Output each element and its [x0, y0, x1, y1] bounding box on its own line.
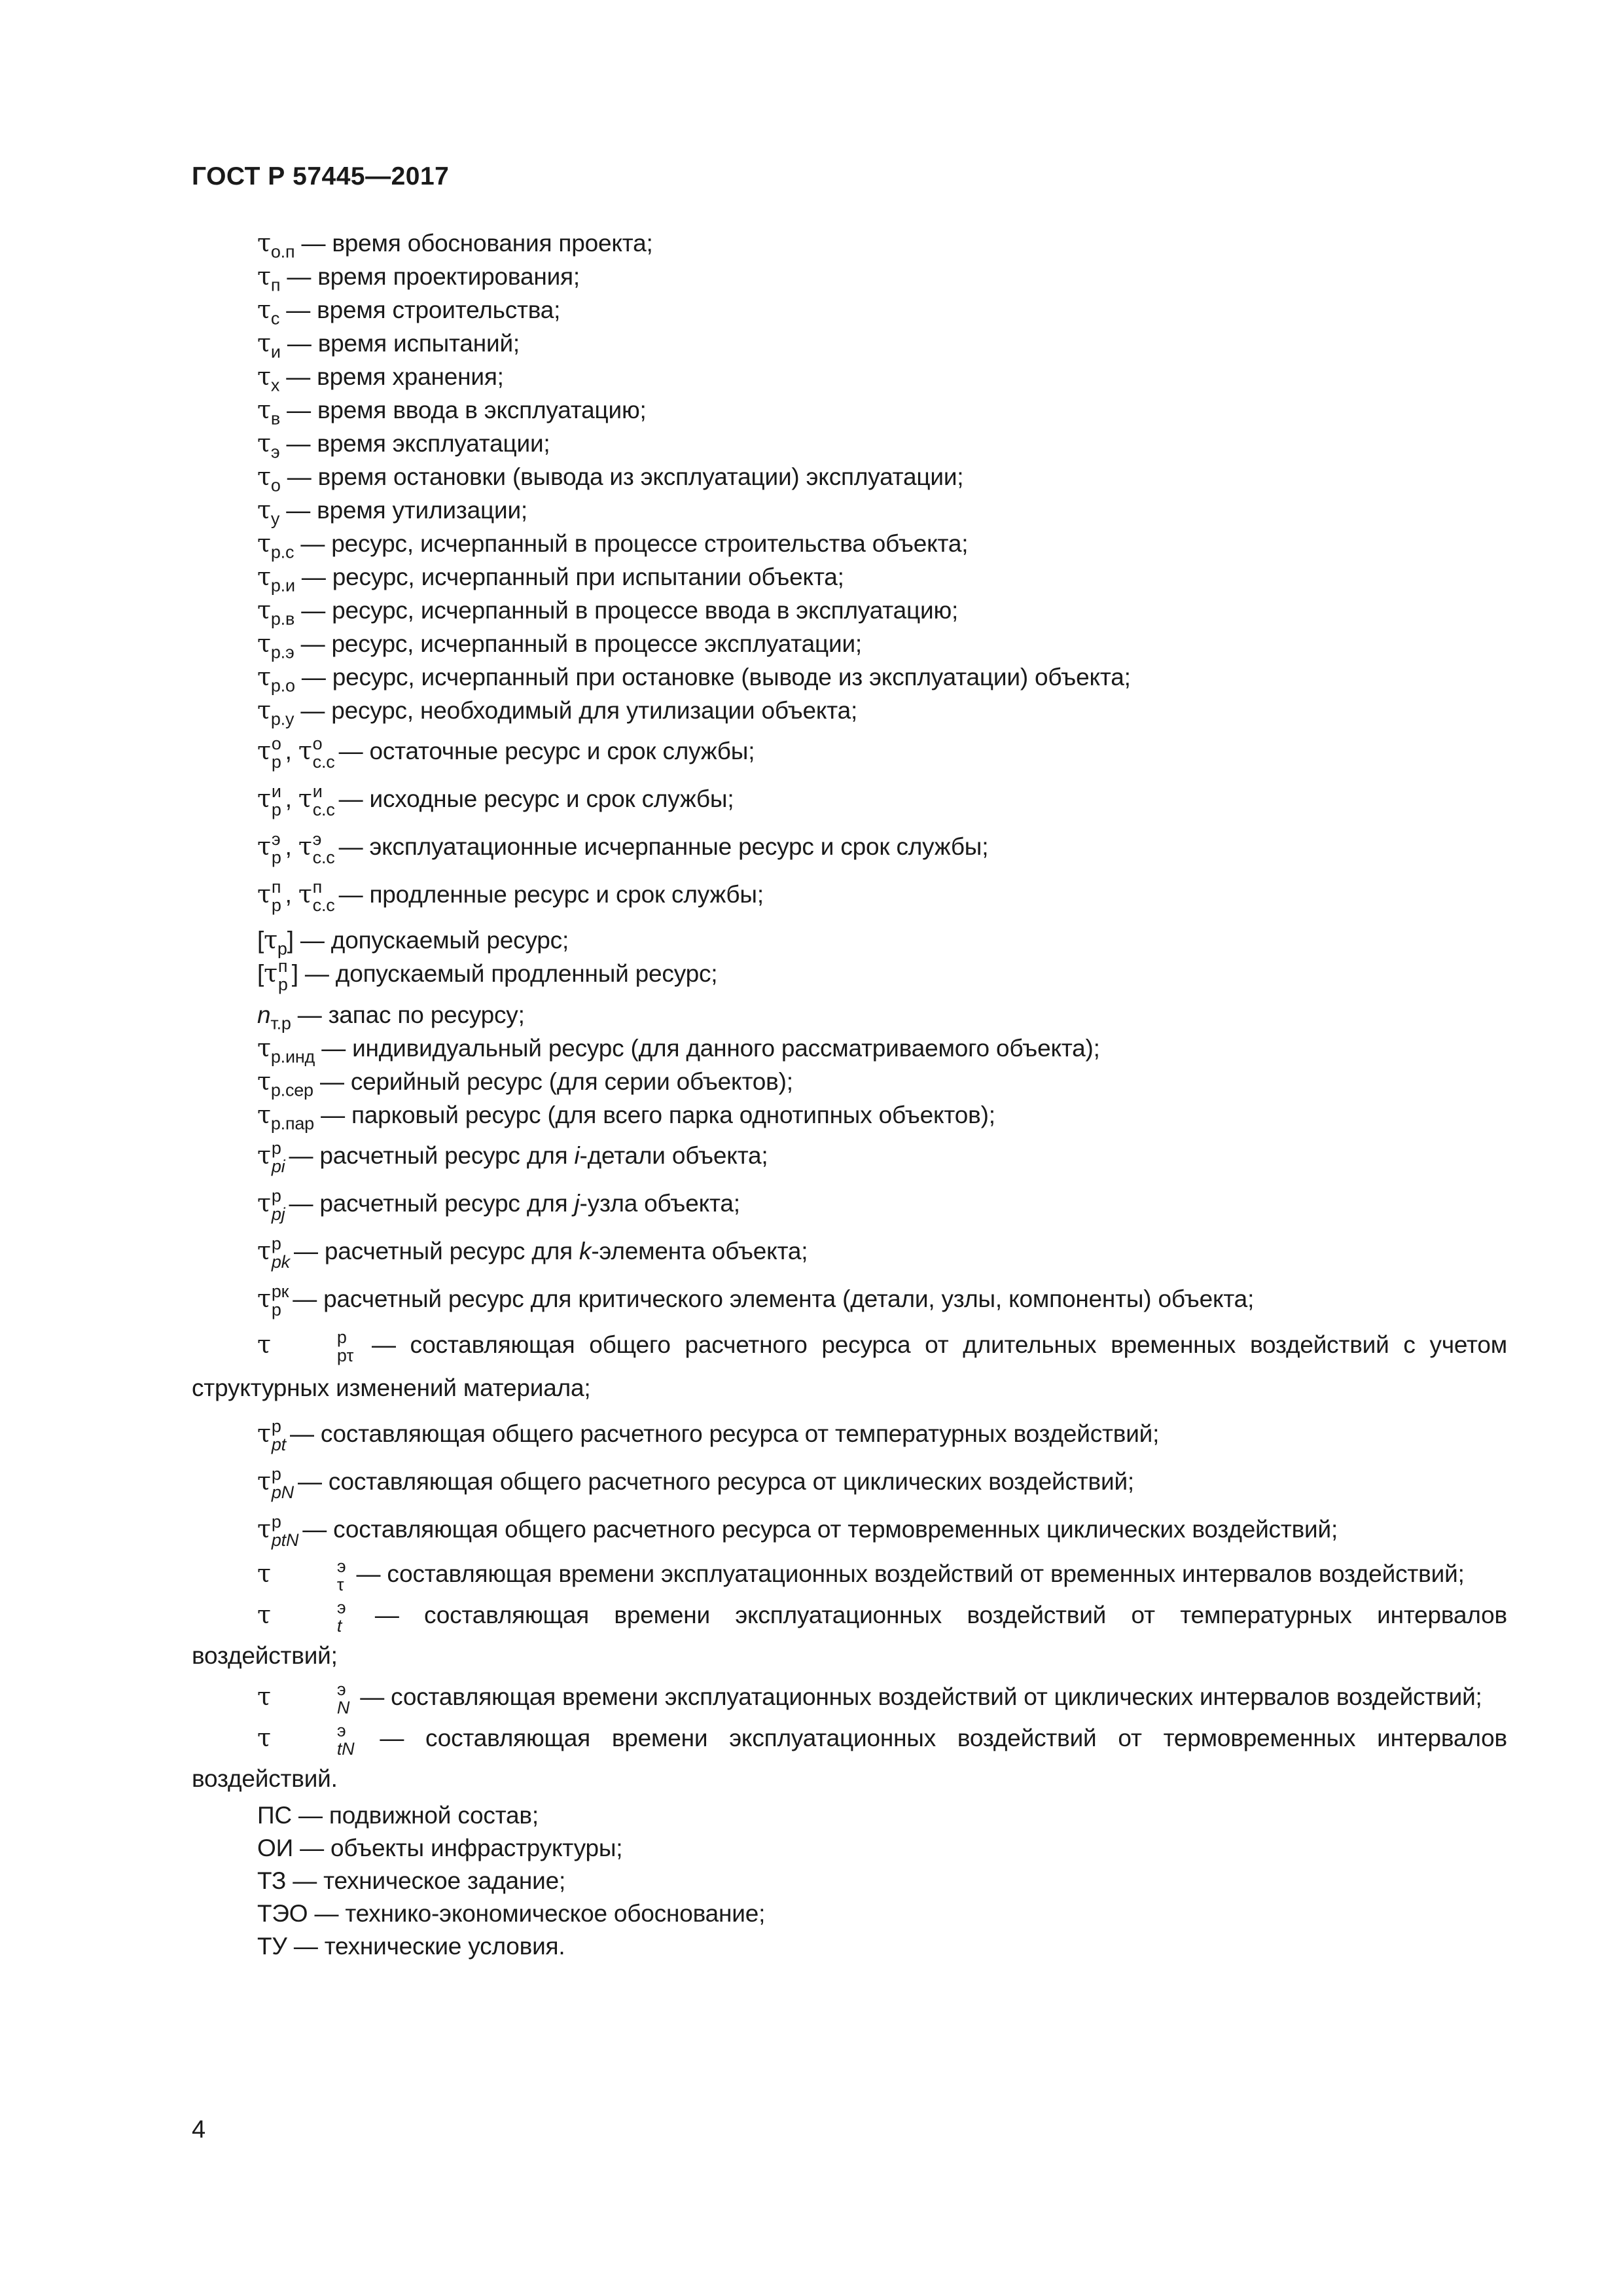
definition-text: — составляющая времени эксплуатационных воздействий от временных интервалов воздействий;: [356, 1560, 1465, 1588]
symbol-subscript: р.сер: [270, 1080, 313, 1100]
symbol-superscript: р: [271, 1416, 281, 1437]
tau-symbol: τ: [257, 562, 271, 591]
symbol-subscript: р.у: [270, 709, 294, 729]
symbol-superscript: п: [277, 956, 288, 977]
n-symbol: n: [257, 1001, 271, 1029]
list-item: $\tau_{р.пар}$ — парковый ресурс (для всего парка однотипных объектов);: [257, 1100, 995, 1134]
symbol-subscript: с.с: [312, 848, 335, 868]
definition-text: -элемента объекта;: [591, 1238, 808, 1265]
definition-text: — индивидуальный ресурс (для данного рассматриваемого объекта);: [321, 1035, 1100, 1062]
abbreviation: ПС: [257, 1802, 292, 1829]
symbol-subscript: р: [271, 800, 281, 820]
definition-text: — время ввода в эксплуатацию;: [287, 397, 647, 423]
list-item: $\tau_{р.инд}$ — индивидуальный ресурс (для данного рассматриваемого объекта);: [257, 1033, 1100, 1067]
list-item: [192, 1897, 1507, 1930]
tau-symbol: τ: [257, 395, 271, 424]
symbol-subscript: pτ: [336, 1346, 354, 1366]
list-item: τ р pτ — составляющая общего расчетного ресурса от длительных временных воздействий с учетом структурных изменений материала;: [192, 1327, 1507, 1402]
document-header: ГОСТ Р 57445—2017: [192, 162, 450, 190]
list-item: [192, 999, 1507, 1031]
page-number: 4: [192, 2116, 206, 2144]
symbol-superscript: п: [271, 877, 281, 897]
abbreviation: ТУ: [257, 1933, 287, 1960]
symbol-subscript: р: [271, 895, 281, 916]
definition-text: — составляющая общего расчетного ресурса от циклических воздействий;: [297, 1468, 1135, 1496]
definition-text: — время обоснования проекта;: [301, 230, 653, 257]
symbol-superscript: р: [271, 1234, 281, 1254]
definition-text: — технико-экономическое обоснование;: [314, 1900, 766, 1928]
symbol-superscript: р: [336, 1327, 347, 1348]
list-item: [192, 694, 1507, 727]
tau-symbol: τ: [257, 495, 271, 524]
definition-text: — время проектирования;: [287, 263, 580, 290]
abbreviation: ТЗ: [257, 1867, 287, 1895]
definition-text: — ресурс, исчерпанный в процессе ввода в эксплуатацию;: [301, 597, 959, 624]
list-item: [192, 360, 1507, 393]
symbol-subscript: э: [270, 442, 280, 462]
symbol-superscript: о: [312, 734, 323, 754]
tau-symbol: τ: [257, 529, 271, 558]
tau-symbol: τ: [257, 228, 271, 257]
symbol-subscript: pi: [271, 1157, 285, 1177]
symbol-superscript: э: [336, 1556, 346, 1577]
tau-symbol: τ: [257, 696, 271, 725]
list-item: τ р pk — расчетный ресурс для k-элемента объекта;: [257, 1234, 808, 1272]
symbol-subscript: pj: [271, 1204, 285, 1225]
definition-text: — время строительства;: [286, 296, 561, 323]
symbol-subscript: р: [271, 752, 281, 772]
definition-text: — составляющая общего расчетного ресурса от длительных временных воздействий с учетом структурных изменений материала;: [192, 1331, 1507, 1402]
list-item: τ рк р — расчетный ресурс для критического элемента (детали, узлы, компоненты) объекта;: [257, 1282, 1255, 1320]
definition-text: — расчетный ресурс для: [289, 1190, 575, 1217]
symbol-subscript: pk: [271, 1252, 290, 1272]
tau-symbol: τ: [257, 462, 271, 491]
list-item: τ р pj — расчетный ресурс для j-узла объекта;: [257, 1186, 740, 1225]
definition-text: — время хранения;: [286, 363, 504, 390]
definition-text: — расчетный ресурс для критического элемента (детали, узлы, компоненты) объекта;: [293, 1285, 1255, 1313]
list-item: [192, 1799, 1507, 1832]
list-item: [192, 226, 1507, 260]
symbol-subscript: ptN: [271, 1530, 299, 1551]
list-item: [192, 527, 1507, 560]
definition-text: — составляющая времени эксплуатационных воздействий от термовременных интервалов воздействий.: [192, 1725, 1507, 1793]
symbol-superscript: р: [271, 1464, 281, 1484]
list-item: [192, 327, 1507, 360]
definition-text: — продленные ресурс и срок службы;: [338, 881, 764, 908]
definition-text: — время остановки (вывода из эксплуатации) эксплуатации;: [287, 463, 964, 490]
definition-text: — допускаемый ресурс;: [300, 927, 569, 954]
symbol-superscript: рк: [271, 1282, 289, 1302]
symbol-superscript: о: [271, 734, 281, 754]
definition-text: — составляющая общего расчетного ресурса от температурных воздействий;: [289, 1420, 1160, 1448]
symbol-subscript: р: [277, 939, 287, 959]
list-item: [192, 493, 1507, 527]
list-item: [τ п р ] — допускаемый продленный ресурс;: [257, 956, 718, 995]
definition-text: — ресурс, исчерпанный при испытании объекта;: [301, 564, 844, 590]
symbol-superscript: э: [336, 1598, 346, 1618]
definition-text: — технические условия.: [293, 1933, 565, 1960]
symbol-superscript: э: [336, 1721, 346, 1741]
definition-text: — объекты инфраструктуры;: [300, 1835, 623, 1862]
symbol-subscript: р.и: [270, 575, 295, 596]
symbol-subscript: N: [336, 1698, 350, 1718]
list-item: τ р pt — составляющая общего расчетного ресурса от температурных воздействий;: [257, 1416, 1160, 1455]
list-item: τ э τ — составляющая времени эксплуатационных воздействий от временных интервалов воздействий;: [257, 1556, 1465, 1595]
definition-text: — остаточные ресурс и срок службы;: [338, 738, 755, 764]
definition-text: — время эксплуатации;: [286, 430, 550, 457]
symbols-list: [192, 226, 1507, 1963]
symbol-superscript: и: [312, 781, 323, 802]
symbol-subscript: р: [271, 848, 281, 868]
symbol-subscript: р.в: [270, 609, 295, 629]
tau-symbol: τ: [257, 362, 271, 391]
symbol-superscript: э: [312, 829, 322, 850]
variable: i: [574, 1142, 580, 1170]
list-item: τ п р , τ п с.с — продленные ресурс и срок службы;: [257, 877, 764, 916]
definition-text: — расчетный ресурс для: [293, 1238, 580, 1265]
list-item: [192, 660, 1507, 694]
symbol-subscript: у: [270, 509, 280, 529]
tau-symbol: τ: [257, 429, 271, 457]
list-item: τ р ptN — составляющая общего расчетного ресурса от термовременных циклических воздействий;: [257, 1512, 1338, 1551]
variable: k: [579, 1238, 592, 1265]
list-item: τ э N — составляющая времени эксплуатационных воздействий от циклических интервалов воздействий;: [257, 1679, 1482, 1718]
definition-text: — допускаемый продленный ресурс;: [304, 960, 718, 987]
definition-text: — подвижной состав;: [298, 1802, 539, 1829]
tau-symbol: τ: [257, 329, 271, 357]
tau-symbol: τ: [257, 295, 271, 324]
symbol-subscript: р.пар: [270, 1113, 314, 1134]
symbol-superscript: р: [271, 1138, 281, 1158]
symbol-subscript: р: [277, 975, 288, 995]
symbol-subscript: с: [270, 308, 280, 329]
list-item: τ и р , τ и с.с — исходные ресурс и срок службы;: [257, 781, 734, 820]
definition-text: — составляющая общего расчетного ресурса от термовременных циклических воздействий;: [302, 1516, 1338, 1543]
list-item: [192, 594, 1507, 627]
symbol-subscript: τ: [336, 1575, 344, 1595]
symbol-superscript: э: [336, 1679, 346, 1700]
symbol-superscript: п: [312, 877, 323, 897]
symbol-subscript: р.инд: [270, 1047, 315, 1067]
definition-text: — серийный ресурс (для серии объектов);: [319, 1068, 793, 1096]
symbol-subscript: в: [270, 408, 280, 429]
symbol-subscript: р: [271, 1300, 281, 1320]
list-item: τ э р , τ э с.с — эксплуатационные исчерпанные ресурс и срок службы;: [257, 829, 989, 868]
definition-text: — парковый ресурс (для всего парка однотипных объектов);: [321, 1102, 995, 1129]
list-item: [192, 427, 1507, 460]
symbol-superscript: э: [271, 829, 281, 850]
symbol-subscript: pt: [271, 1435, 286, 1455]
symbol-subscript: tN: [336, 1739, 355, 1759]
symbol-subscript: и: [270, 342, 281, 362]
symbol-subscript: о.п: [270, 242, 295, 262]
list-item: τ р pN — составляющая общего расчетного ресурса от циклических воздействий;: [257, 1464, 1135, 1503]
list-item: [192, 560, 1507, 594]
variable: j: [574, 1190, 580, 1217]
symbol-subscript: с.с: [312, 895, 335, 916]
symbol-subscript: t: [336, 1616, 342, 1636]
list-item: $\tau_{р.сер}$ — серийный ресурс (для серии объектов);: [257, 1067, 793, 1100]
tau-symbol: τ: [257, 596, 271, 624]
definition-text: — ресурс, исчерпанный при остановке (выводе из эксплуатации) объекта;: [301, 664, 1131, 691]
tau-symbol: τ: [257, 629, 271, 658]
definition-text: — составляющая времени эксплуатационных воздействий от циклических интервалов воздействий;: [360, 1683, 1482, 1711]
symbol-subscript: т.р: [270, 1013, 291, 1033]
list-item: $[\tau_р]$ — допускаемый ресурс;: [257, 925, 569, 959]
definition-text: — эксплуатационные исчерпанные ресурс и срок службы;: [338, 833, 989, 860]
symbol-subscript: о: [270, 475, 281, 495]
definition-text: — техническое задание;: [293, 1867, 566, 1895]
definition-text: — ресурс, исчерпанный в процессе строительства объекта;: [300, 530, 969, 557]
abbreviation: ТЭО: [257, 1900, 308, 1928]
list-item: [192, 627, 1507, 660]
list-item: [192, 1930, 1507, 1963]
symbol-subscript: с.с: [312, 800, 335, 820]
tau-symbol: τ: [257, 662, 271, 691]
list-item: [192, 460, 1507, 493]
definition-text: — расчетный ресурс для: [289, 1142, 575, 1170]
definition-text: — исходные ресурс и срок службы;: [338, 785, 734, 812]
list-item: [192, 1865, 1507, 1897]
symbol-subscript: х: [270, 375, 280, 395]
list-item: τ р pi — расчетный ресурс для i-детали объекта;: [257, 1138, 768, 1177]
symbol-subscript: р.о: [270, 675, 295, 696]
symbol-superscript: р: [271, 1186, 281, 1206]
symbol-superscript: и: [271, 781, 281, 802]
list-item: τ о р , τ о с.с — остаточные ресурс и срок службы;: [257, 734, 755, 772]
list-item: [192, 260, 1507, 293]
definition-text: -узла объекта;: [579, 1190, 740, 1217]
symbol-subscript: р.э: [270, 642, 294, 662]
definition-text: — составляющая времени эксплуатационных воздействий от температурных интервалов воздействий;: [192, 1602, 1507, 1670]
list-item: [192, 393, 1507, 427]
list-item: τ э tN — составляющая времени эксплуатационных воздействий от термовременных интервалов воздействий.: [192, 1721, 1507, 1793]
definition-text: — ресурс, необходимый для утилизации объекта;: [300, 697, 858, 724]
symbol-subscript: п: [270, 275, 281, 295]
abbreviation: ОИ: [257, 1835, 293, 1862]
definition-text: -детали объекта;: [579, 1142, 768, 1170]
symbol-subscript: pN: [271, 1482, 294, 1503]
definition-text: — время утилизации;: [286, 497, 527, 524]
definition-text: — время испытаний;: [287, 330, 520, 357]
list-item: [192, 293, 1507, 327]
definition-text: — запас по ресурсу;: [297, 1001, 525, 1029]
list-item: [192, 1832, 1507, 1865]
definition-text: — ресурс, исчерпанный в процессе эксплуатации;: [300, 630, 862, 657]
symbol-subscript: р.с: [270, 542, 294, 562]
tau-symbol: τ: [257, 262, 271, 291]
symbol-superscript: р: [271, 1512, 281, 1532]
list-item: τ э t — составляющая времени эксплуатационных воздействий от температурных интервалов воздействий;: [192, 1598, 1507, 1670]
symbol-subscript: с.с: [312, 752, 335, 772]
